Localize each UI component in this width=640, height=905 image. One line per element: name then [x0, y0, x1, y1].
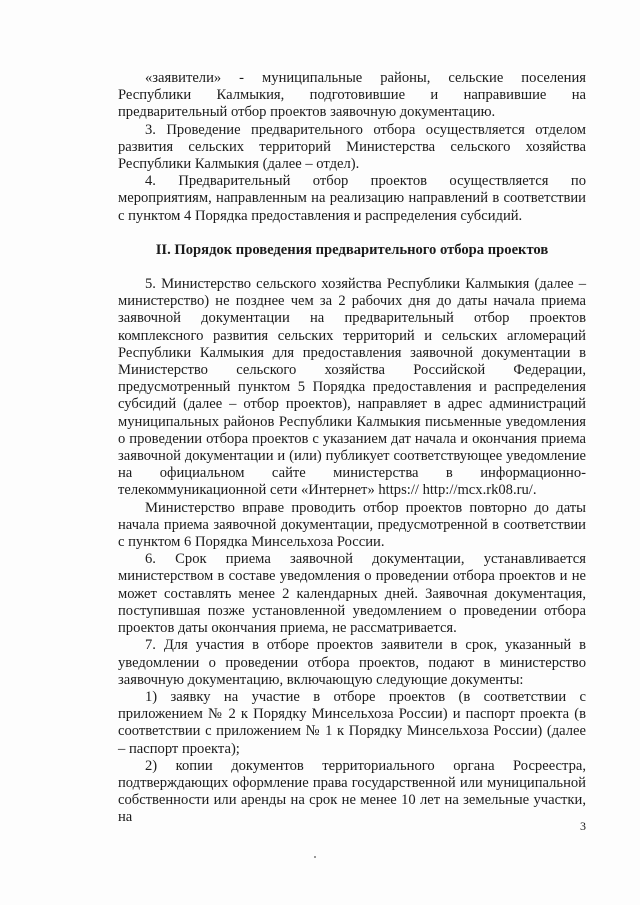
paragraph-7-item-1: 1) заявку на участие в отборе проектов (в соответствии с приложением № 2 к Порядку Минсельхоза России) и паспорт проекта (в соответствии с приложением № 1 к Порядку Минсельхоза России) (далее – паспорт проекта);	[118, 688, 586, 757]
page-number: 3	[580, 819, 586, 833]
spacer	[118, 225, 586, 242]
section-heading: II. Порядок проведения предварительного отбора проектов	[155, 241, 549, 258]
paragraph-7-item-2: 2) копии документов территориального органа Росреестра, подтверждающих оформление права государственной или муниципальной собственности или аренды на срок не менее 10 лет на земельные участки, на	[118, 757, 586, 826]
paragraph-5-addendum: Министерство вправе проводить отбор проектов повторно до даты начала приема заявочной документации, предусмотренной в соответствии с пунктом 6 Порядка Минсельхоза России.	[118, 499, 586, 551]
scan-speck	[314, 856, 316, 858]
document-body	[118, 70, 586, 827]
paragraph-3: 3. Проведение предварительного отбора осуществляется отделом развития сельских территорий Министерства сельского хозяйства Республики Калмыкия (далее – отдел).	[118, 121, 586, 173]
paragraph-7: 7. Для участия в отборе проектов заявители в срок, указанный в уведомлении о проведении отбора проектов, подают в министерство заявочную документацию, включающую следующие документы:	[118, 637, 586, 688]
paragraph-4: 4. Предварительный отбор проектов осуществляется по мероприятиям, направленным на реализацию направлений в соответствии с пунктом 4 Порядка предоставления и распределения субсидий.	[118, 173, 586, 224]
paragraph-6: 6. Срок приема заявочной документации, устанавливается министерством в составе уведомления о проведении отбора проектов и не может составлять менее 2 календарных дней. Заявочная документация, поступившая позже установленной уведомлением о проведении отбора проектов даты окончания приема, не рассматривается.	[118, 551, 586, 637]
paragraph-5: 5. Министерство сельского хозяйства Республики Калмыкия (далее – министерство) не позднее чем за 2 рабочих дня до даты начала приема заявочной документации на предварительный отбор проектов комплексного развития сельских территорий и сельских агломераций Республики Калмыкия для предоставления заявочной документации в Министерство сельского хозяйства Российской Федерации, предусмотренный пунктом 5 Порядка предоставления и распределения субсидий (далее – отбор проектов), направляет в адрес администраций муниципальных районов Республики Калмыкия письменные уведомления о проведении отбора проектов с указанием дат начала и окончания приема заявочной документации и (или) публикует соответствующее уведомление на официальном сайте министерства в информационно-телекоммуникационной сети «Интернет» https:// http://mcx.rk08.ru/.	[118, 276, 586, 499]
paragraph-applicants-definition: «заявители» - муниципальные районы, сельские поселения Республики Калмыкия, подготовившие и направившие на предварительный отбор проектов заявочную документацию.	[118, 70, 586, 121]
spacer	[118, 259, 586, 276]
